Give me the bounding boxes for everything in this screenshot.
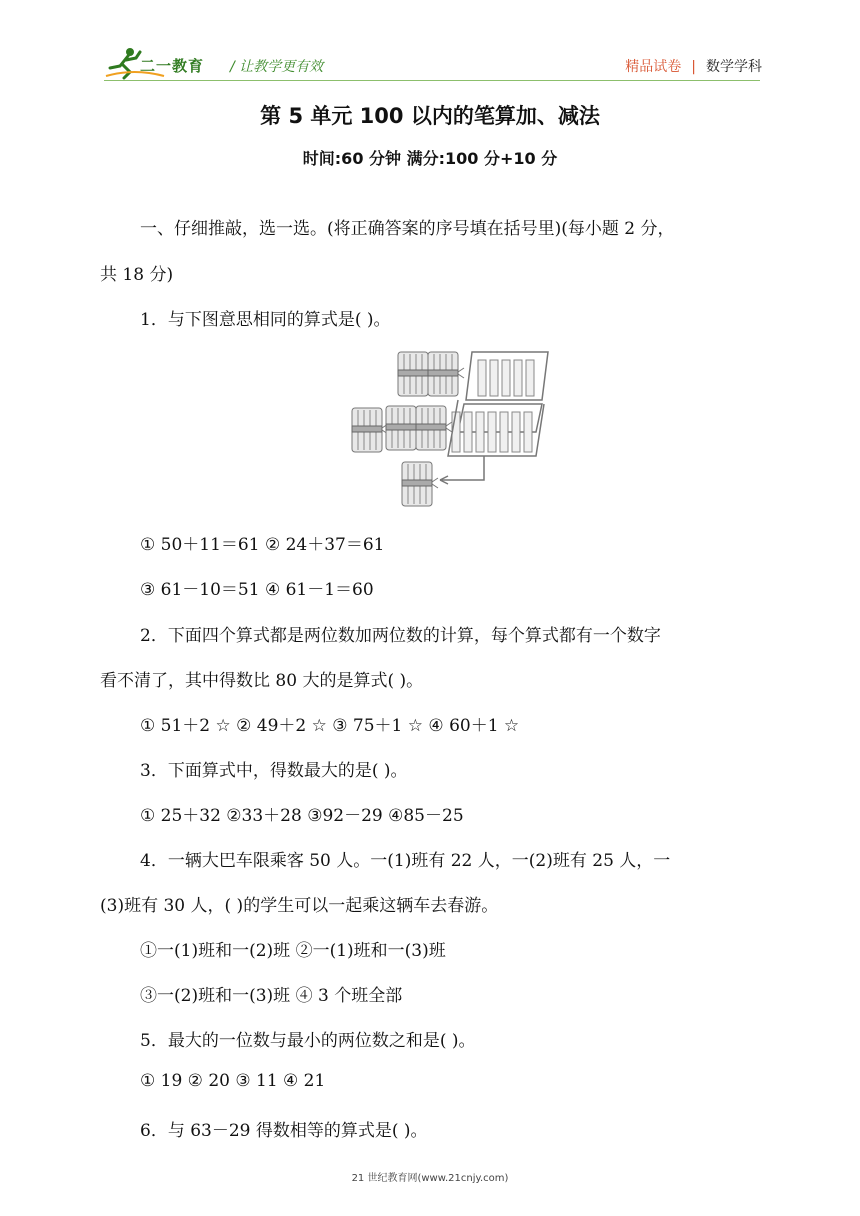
question-3-options: ① 25＋32 ②33＋28 ③92－29 ④85－25 [140, 806, 464, 826]
question-4-stem-cont: (3)班有 30 人，( )的学生可以一起乘这辆车去春游。 [100, 896, 499, 916]
exam-info: 时间:60 分钟 满分:100 分+10 分 [302, 149, 558, 168]
question-1-options-b: ③ 61－10＝51 ④ 61－1＝60 [140, 580, 374, 600]
question-4-stem: 4．一辆大巴车限乘客 50 人。一(1)班有 22 人，一(2)班有 25 人，一 [140, 851, 671, 871]
question-2-options: ① 51＋2 ☆ ② 49＋2 ☆ ③ 75＋1 ☆ ④ 60＋1 ☆ [140, 716, 520, 736]
question-5-stem: 5．最大的一位数与最小的两位数之和是( )。 [140, 1031, 476, 1051]
page-footer: 21 世纪教育网(www.21cnjy.com) [351, 1173, 509, 1184]
slogan: / 让教学更有效 [230, 59, 324, 75]
question-4-options-b: ③一(2)班和一(3)班 ④ 3 个班全部 [140, 986, 403, 1006]
header-right [625, 56, 762, 76]
question-1-options-a: ① 50＋11＝61 ② 24＋37＝61 [140, 535, 385, 555]
question-2-stem-cont: 看不清了，其中得数比 80 大的是算式( )。 [100, 671, 424, 691]
subject-label: 数学学科 [706, 59, 762, 75]
question-6-stem: 6．与 63－29 得数相等的算式是( )。 [140, 1121, 428, 1141]
header-separator: | [691, 59, 696, 75]
page-header [0, 0, 860, 90]
question-4-options-a: ①一(1)班和一(2)班 ②一(1)班和一(3)班 [140, 941, 446, 961]
logo-text: 二一教育 [140, 57, 205, 75]
question-1-stem: 1．与下图意思相同的算式是( )。 [140, 310, 391, 330]
header-divider [104, 80, 760, 81]
brand-label: 精品试卷 [625, 59, 682, 75]
question-2-stem: 2．下面四个算式都是两位数加两位数的计算，每个算式都有一个数字 [140, 626, 661, 646]
question-5-options: ① 19 ② 20 ③ 11 ④ 21 [140, 1071, 326, 1091]
section-heading-cont: 共 18 分) [100, 265, 174, 285]
sticks-bundle-figure [348, 346, 554, 514]
section-heading: 一、仔细推敲，选一选。(将正确答案的序号填在括号里)(每小题 2 分， [140, 219, 675, 239]
page-title: 第 5 单元 100 以内的笔算加、减法 [260, 104, 600, 128]
question-3-stem: 3．下面算式中，得数最大的是( )。 [140, 761, 408, 781]
